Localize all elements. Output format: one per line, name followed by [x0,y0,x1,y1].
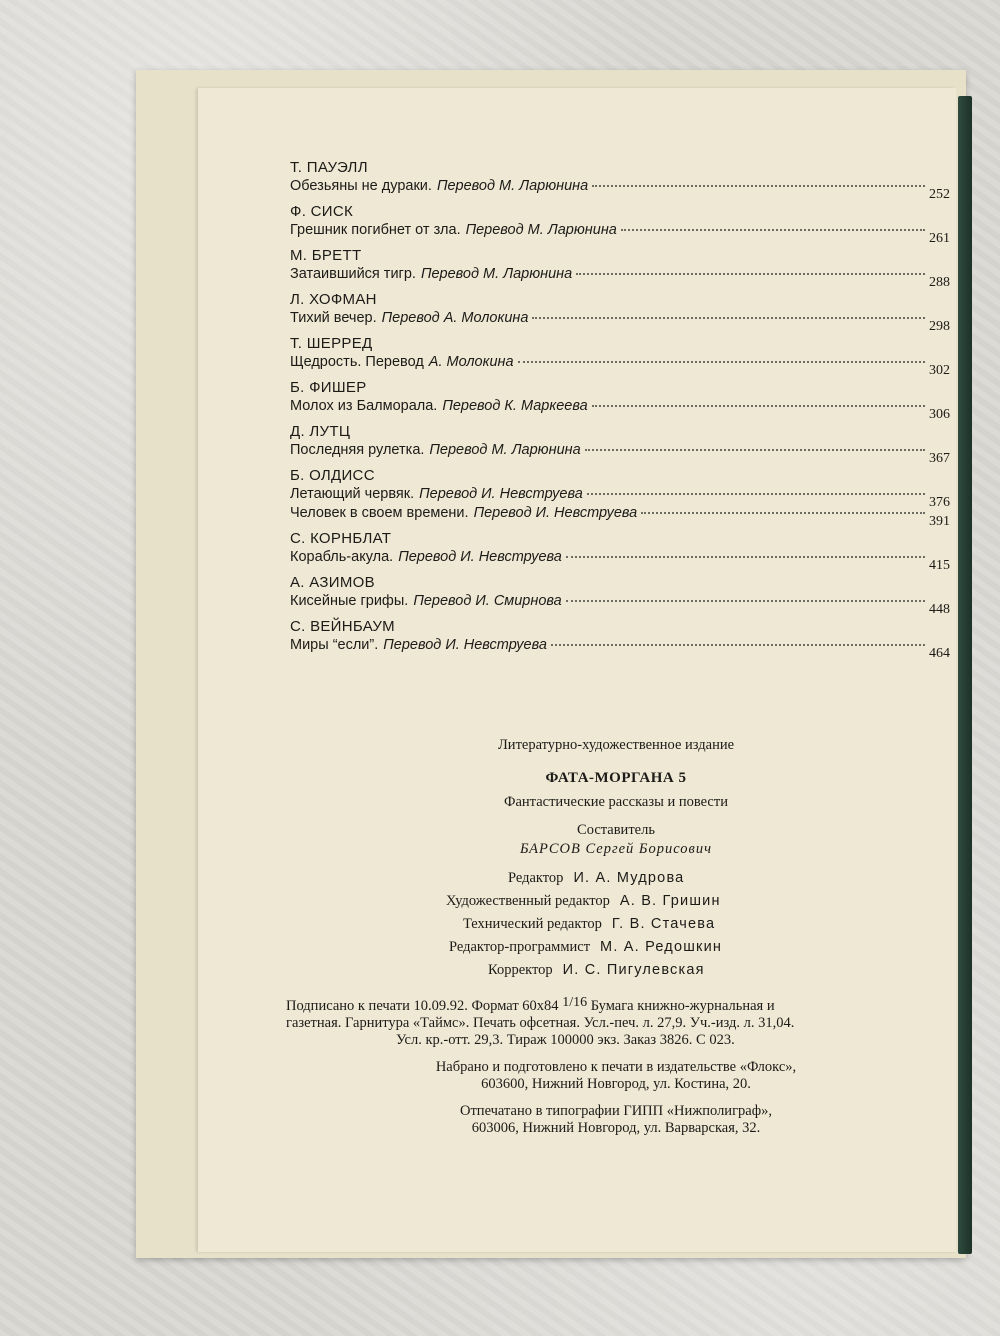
table-of-contents [290,158,950,661]
toc-page-number: 298 [929,319,950,334]
toc-translator: Перевод И. Невструева [473,505,638,521]
toc-line [290,504,950,529]
toc-author: Ф. СИСК [290,203,354,220]
toc-story-title: Обезьяны не дураки. [290,178,432,194]
staff-row [286,890,946,913]
toc-leader-dots [518,361,925,363]
toc-translator: Перевод М. Ларюнина [429,442,581,458]
toc-page-number: 306 [929,407,950,422]
compiler-name: БАРСОВ Сергей Борисович [519,841,712,857]
staff-name: А. В. Гришин [619,893,721,909]
staff-name: М. А. Редошкин [600,939,723,955]
staff-list [286,867,946,982]
toc-line [290,309,950,334]
toc-translator: Перевод К. Маркеева [442,398,588,414]
toc-leader-dots [551,644,925,646]
publisher-line: 603600, Нижний Новгород, ул. Костина, 20. [481,1076,751,1092]
toc-author: Д. ЛУТЦ [290,423,351,440]
toc-entry [290,334,950,378]
toc-entry [290,246,950,290]
toc-author: Б. ОЛДИСС [290,467,375,484]
print-line: Усл. кр.-отт. 29,3. Тираж 100000 экз. Заказ 3826. С 023. [396,1032,735,1048]
toc-leader-dots [585,449,925,451]
toc-page-number: 448 [929,602,950,617]
publisher-line: Набрано и подготовлено к печати в издательстве «Флокс», [435,1059,797,1075]
toc-story-title: Грешник погибнет от зла. [290,222,461,238]
toc-entry [290,573,950,617]
toc-story-title: Летающий червяк. [290,486,415,502]
edition-type: Литературно-художественное издание [497,737,735,753]
toc-entry [290,290,950,334]
book-subtitle: Фантастические рассказы и повести [504,794,728,810]
compiler-label: Составитель [577,822,655,838]
toc-translator: Перевод М. Ларюнина [420,266,573,282]
print-format: Подписано к печати 10.09.92. Формат 60х84 [286,998,559,1014]
staff-role: Художественный редактор [446,893,610,909]
toc-leader-dots [621,229,925,231]
print-line [286,994,946,1015]
staff-row [286,913,946,936]
toc-leader-dots [576,273,925,275]
printer-line: 603006, Нижний Новгород, ул. Варварская, 32. [471,1120,761,1136]
toc-entry [290,466,950,529]
toc-leader-dots [592,405,925,407]
toc-line [290,221,950,246]
staff-name: Г. В. Стачева [611,916,716,932]
toc-leader-dots [566,600,925,602]
toc-story-title: Молох из Балморала. [290,398,438,414]
staff-role: Технический редактор [463,916,602,932]
toc-line [290,353,950,378]
toc-line [290,265,950,290]
printer-info [286,1103,946,1137]
toc-entry [290,202,950,246]
format-fraction: 1/16 [562,995,588,1010]
toc-translator: Перевод М. Ларюнина [436,178,589,194]
toc-author: С. ВЕЙНБАУМ [290,618,395,635]
staff-role: Корректор [488,962,553,978]
toc-author: С. КОРНБЛАТ [290,530,392,547]
toc-page-number: 261 [929,231,950,246]
toc-entry [290,158,950,202]
toc-leader-dots [566,556,925,558]
toc-entry [290,617,950,661]
toc-author: Л. ХОФМАН [290,291,377,308]
toc-page-number: 288 [929,275,950,290]
toc-leader-dots [592,185,925,187]
toc-translator: Перевод И. Смирнова [413,593,562,609]
toc-story-title: Кисейные грифы. [290,593,409,609]
toc-translator: Перевод И. Невструева [398,549,562,565]
staff-row [286,936,946,959]
toc-author: Т. ШЕРРЕД [290,335,373,352]
publisher-info [286,1059,946,1093]
toc-story-title: Корабль-акула. [290,549,394,565]
toc-story-title: Щедрость. Перевод [290,354,424,370]
toc-entry [290,378,950,422]
toc-translator: Перевод А. Молокина [381,310,529,326]
toc-story-title: Затаившийся тигр. [290,266,416,282]
toc-line [290,485,950,510]
toc-translator: Перевод И. Невструева [383,637,547,653]
toc-story-title: Миры “если”. [290,637,379,653]
toc-story-title: Тихий вечер. [290,310,377,326]
printer-line: Отпечатано в типографии ГИПП «Нижполиграф», [460,1103,772,1119]
toc-page-number: 391 [929,514,950,529]
book-title: ФАТА-МОРГАНА 5 [545,770,687,786]
toc-line [290,177,950,202]
toc-translator: Перевод И. Невструева [419,486,583,502]
staff-role: Редактор-программист [449,939,591,955]
print-line: газетная. Гарнитура «Таймс». Печать офсетная. Усл.-печ. л. 27,9. Уч.-изд. л. 31,04. [286,1015,795,1031]
toc-author: Б. ФИШЕР [290,379,367,396]
paper-type: Бумага книжно-журнальная и [590,998,775,1014]
toc-translator: А. Молокина [428,354,514,370]
toc-leader-dots [641,512,925,514]
staff-name: И. А. Мудрова [573,870,685,886]
toc-line [290,441,950,466]
toc-page-number: 464 [929,646,950,661]
toc-author: М. БРЕТТ [290,247,362,264]
book-spine-edge [958,96,972,1254]
staff-row [286,867,946,890]
toc-author: А. АЗИМОВ [290,574,375,591]
toc-page-number: 367 [929,451,950,466]
staff-row [286,959,946,982]
toc-page-number: 302 [929,363,950,378]
toc-leader-dots [587,493,925,495]
toc-page-number: 252 [929,187,950,202]
toc-line [290,636,950,661]
toc-author: Т. ПАУЭЛЛ [290,159,368,176]
imprint-block [286,736,946,1137]
toc-entry [290,529,950,573]
toc-line [290,548,950,573]
toc-leader-dots [532,317,925,319]
toc-page-number: 415 [929,558,950,573]
toc-translator: Перевод М. Ларюнина [465,222,617,238]
print-details [286,994,946,1137]
staff-name: И. С. Пигулевская [562,962,705,978]
toc-page-number: 376 [929,495,950,510]
staff-role: Редактор [508,870,564,886]
toc-story-title: Человек в своем времени. [290,505,469,521]
toc-entry [290,422,950,466]
toc-line [290,592,950,617]
toc-story-title: Последняя рулетка. [290,442,425,458]
toc-line [290,397,950,422]
